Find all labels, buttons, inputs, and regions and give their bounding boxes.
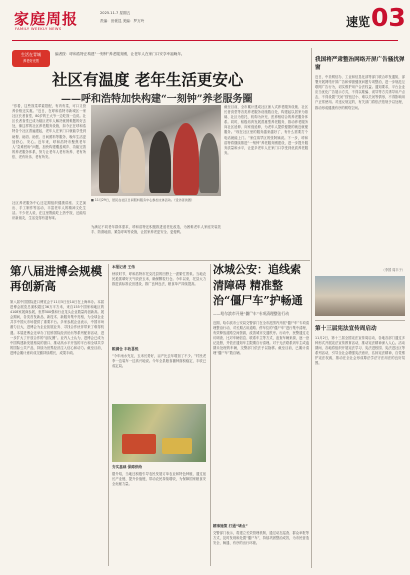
brief-2-body: 11月2日，第十三届全国宪法宣传周启动，各地各部门通过多种形式开展宪法宣传教育活动，推动宪法精神深入人心。活动期间，各地将组织开展宪法学习、宪法进校园、宪法进社区等系列活动，引导全社会增强宪法意识，弘扬宪法精神，自觉维护宪法权威，推动在全社会形成尊法学法守法用法的良好氛围。 xyxy=(315,335,405,366)
harvest-body-2: 据介绍，当地还积极引导农民发展订单农业和特色种植，通过延长产业链、提升价值链，带动农民持续增收，为保障国家粮食安全贡献力量。 xyxy=(112,472,206,487)
issue-date: 2025.11.7 星期五 xyxy=(100,11,131,15)
harvest-body-1: “今年雨水充足，玉米长势好，亩产比去年增加了不少。”村民老李一边装车一边高兴地说。今年全县粮食播种面积稳定，丰收已成定局。 xyxy=(112,354,206,369)
column-tag-line1: 生活在青城 xyxy=(21,52,41,57)
lead-bottom-divider xyxy=(10,260,310,261)
section-title: 速览 xyxy=(346,15,371,29)
traffic-article xyxy=(213,262,309,567)
traffic-subheadline: ——哈尔滨市开展“僵尸车”专项清理整治行动 xyxy=(213,310,290,316)
lead-body-text-2: 社区养老服务中心还定期组织健康讲座、文艺演出、手工制作等活动，丰富老年人的精神文化生活。不少老人说，在这里既能吃上热乎饭，还能结识新朋友，生活变得有滋有味。 xyxy=(12,201,86,221)
expo-body: 第八届中国国际进口博览会于11月5日至10日在上海举办。本届进博会展览总面积超过36万平方米，来自155个国家和地区的4108家展商参展，世界500强和行业龙头企业数量再创新高。展会期间，各类首发新品、新技术、新服务集中亮相，为全球企业共享中国大市场提供了重要平台。多家参展企业表示，中国市场潜力巨大，进博会为企业拓展业务、寻找合作伙伴带来了难得机遇。本届进博会还举办了虹桥国际经济论坛等系列配套活动，进一步扩大了开放合作的“朋友圈”。业内人士认为，进博会已成为中国构建新发展格局的窗口、推动高水平开放的平台和全球共享的国际公共产品，持续为世界经济注入信心和动力。截至目前，进博会累计意向成交额持续增长，成果丰硕。 xyxy=(10,300,104,355)
editor-note: 编者按：呼和浩特正构建“一刻钟”养老服务圈，让老年人在家门口安享幸福晚年。 xyxy=(55,52,185,56)
lead-headline: 社区有温度 老年生活更安心 xyxy=(52,70,244,89)
brief-divider xyxy=(315,320,405,321)
masthead-divider xyxy=(12,40,398,41)
traffic-body: 近期，哈尔滨市公安局交警部门在全市范围内开展“僵尸车”专项清理整治行动，对长期占用道路、停车位的“僵尸车”进行集中清理，有效释放道路空间资源，改善城市交通秩序。行动中，民警通过走访调查、比对车辆信息、联系车主等方式，追查车辆来源，逐一登记造册，并依法通知车主限期自行清理。对于无法联系到车主或逾期未处理的车辆，交警部门依法予以拖移。截至目前，已累计清理“僵尸车”数百辆。 xyxy=(213,320,309,356)
brief-photo xyxy=(315,276,405,316)
column-divider-2 xyxy=(210,264,211,566)
rail-divider xyxy=(311,48,312,568)
newspaper-logo-english: FAMILY WEEKLY NEWS xyxy=(15,27,62,31)
harvest-intro: 秋收时节，呼和浩特市托克托县的田野上一派繁忙景象。当地农民抢抓晴好天气收获玉米，确保颗粒归仓。今年以来，托县大力推进高标准农田建设，推广良种良法，粮食单产持续提高。 xyxy=(112,272,206,287)
lead-subheadline: ——呼和浩特加快构建“一刻钟”养老服务圈 xyxy=(61,94,253,105)
lead-article xyxy=(8,48,309,259)
harvest-subhead-2: 夯实基础 保障供给 xyxy=(112,465,143,469)
lead-right-text: 截至目前，全市累计建成社区嵌入式养老服务设施、社区长者食堂等各类养老服务设施数百处，构建起以居家为基础、社区为依托、机构为补充、医养相结合的养老服务体系。同时，积极培育发展普惠型养老服务，推动养老服务向社区延伸、向家庭延伸，为老年人提供便捷的就近就便服务。“现在社区里的服务越来越好了，有什么需要打个电话就能上门。”家住赛罕区的张阿姨说。下一步，呼和浩特将继续推进“一刻钟”养老服务圈建设，进一步提升服务质量和水平，让更多老年人在家门口享受到优质养老服务。 xyxy=(224,105,308,155)
harvest-byline: 本报记者 王伟 xyxy=(112,265,135,269)
brief-1-body: 近日，中央网信办、工业和信息化部等部门联合印发通知，部署开展网络开屏广告和弹窗骚扰问题专项整治，进一步规范互联网广告行为，切实维护用户合法权益。通知要求，平台企业应当优化广告展示方式，不得以欺骗、误导等方式诱导用户点击，不得设置“关闭”按钮过小、难以关闭等情形，不得影响用户正常使用。对违反规定的，有关部门将依法依规予以处理，推动形成健康有序的网络空间。 xyxy=(315,75,405,110)
column-tag-line2: 养老好光景 xyxy=(23,59,39,63)
newspaper-logo: 家庭周报 xyxy=(14,10,79,28)
lead-photo xyxy=(91,105,221,196)
news-briefs-rail xyxy=(315,56,405,567)
traffic-headline: 冰城公安：追线索 清障碍 精准整治“僵尸车”护畅通 xyxy=(213,263,303,307)
expo-headline: 第八届进博会规模再创新高 xyxy=(10,264,102,293)
traffic-subhead-1: 精准施策 打通“堵点” xyxy=(213,523,248,528)
expo-article xyxy=(10,262,104,567)
harvest-subhead-1: 粮满仓 丰收喜悦 xyxy=(112,347,139,351)
page-number: 03 xyxy=(371,3,406,32)
lead-photo-caption: ■ 11月29日，居民在社区日间照料服务中心参加文体活动。（受访者供图） xyxy=(91,198,195,202)
column-divider-1 xyxy=(108,264,109,566)
harvest-article xyxy=(112,262,206,567)
brief-1-byline: （李国 周丰子） xyxy=(381,268,405,272)
lead-body-text-3: 为满足不同老年群体需求，呼和浩特还积极推进适老化改造，为困难老年人家庭安装扶手、防滑地面、紧急呼叫等设施，让居家养老更安全、更便利。 xyxy=(91,225,221,235)
column-tag xyxy=(12,50,50,67)
brief-1-headline: 我国将严肃整治网络开屏广告骚扰弹窗 xyxy=(315,57,405,71)
editor-credit: 责编：田豪昆 美编：罗万玲 xyxy=(100,19,145,23)
brief-2-headline: 第十三届宪法宣传周启动 xyxy=(315,325,377,332)
masthead xyxy=(0,0,410,46)
traffic-body-1: 交警部门表示，将建立长效管理机制，通过动态巡查、群众举报等方式，及时发现和处置“僵尸车”，持续巩固整治成效，为市民营造安全、畅通、有序的出行环境。 xyxy=(213,530,309,545)
lead-intro-text: “你看，这些饭菜荤素搭配，有肉有菜，可口又营养价格还实惠。”近日，在呼和浩特市新城区一家社区长者食堂，80岁的王大爷一边吃饭一边说。社区长者食堂已成为辖区老年人解决就餐难题的好去处，像这样的社区养老服务设施，如今正在呼和浩特各个社区普遍建起，老年人在家门口就能享受到助餐、助浴、助医、日间照料等服务，晚年生活更加舒心、安心。近年来，呼和浩特市聚焦老年人“急难愁盼”问题，加快构建覆盖城乡、功能完善的养老服务体系，努力让老年人老有所养、老有所依、老有所乐、老有所安。 xyxy=(12,104,86,159)
harvest-photo xyxy=(112,404,206,462)
